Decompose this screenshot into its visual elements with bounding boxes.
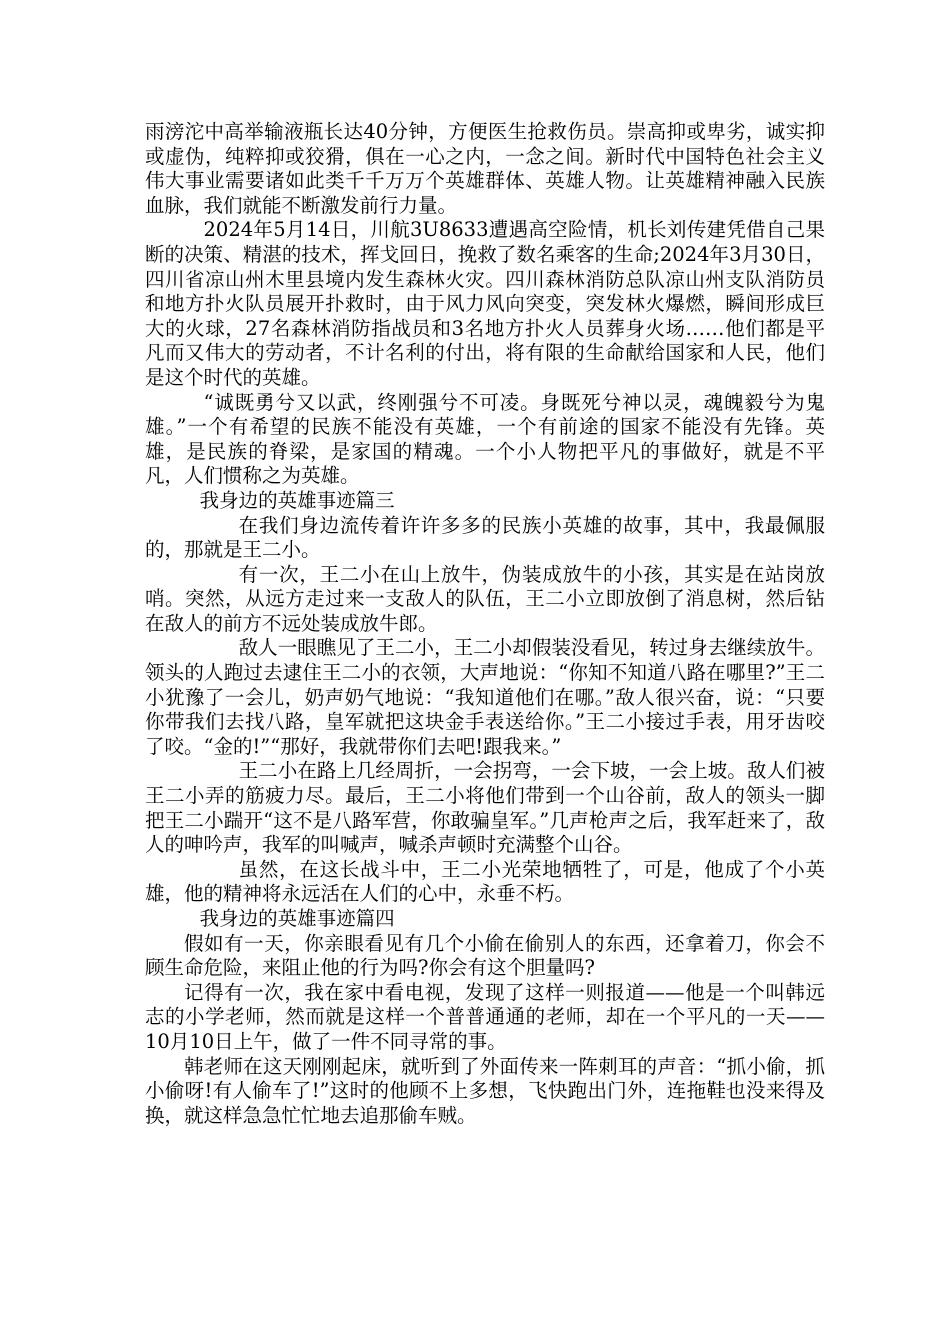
paragraph-han-yuanzhi-chase: 韩老师在这天刚刚起床，就听到了外面传来一阵刺耳的声音：“抓小偷，抓小偷呀!有人偷车了!”这时的他顾不上多想，飞快跑出门外，连拖鞋也没来得及换，就这样急急忙忙地去追那偷车贼。 <box>145 1054 825 1127</box>
paragraph-quote-heroes: “诚既勇兮又以武，终刚强兮不可凌。身既死兮神以灵，魂魄毅兮为鬼雄。”一个有希望的民族不能没有英雄，一个有前途的国家不能没有先锋。英雄，是民族的脊梁，是家国的精魂。一个小人物把平凡的事做好，就是不平凡，人们惯称之为英雄。 <box>145 390 825 488</box>
paragraph-pilot-and-firefighters: 2024年5月14日，川航3U8633遭遇高空险情，机长刘传建凭借自己果断的决策、精湛的技术，挥戈回日，挽救了数名乘客的生命;2024年3月30日，四川省凉山州木里县境内发生森林火灾。四川森林消防总队凉山州支队消防员和地方扑火队员展开扑救时，由于风力风向突变，突发林火爆燃，瞬间形成巨大的火球，27名森林消防指战员和3名地方扑火人员葬身火场……他们都是平凡而又伟大的劳动者，不计名利的付出，将有限的生命献给国家和人民，他们是这个时代的英雄。 <box>145 218 825 389</box>
paragraph-wang-erxiao-sentry: 有一次，王二小在山上放牛，伪装成放牛的小孩，其实是在站岗放哨。突然，从远方走过来一支敌人的队伍，王二小立即放倒了消息树，然后钻在敌人的前方不远处装成放牛郎。 <box>145 562 825 635</box>
paragraph-wang-erxiao-enemy: 敌人一眼瞧见了王二小，王二小却假装没看见，转过身去继续放牛。领头的人跑过去逮住王二小的衣领，大声地说：“你知不知道八路在哪里?”王二小犹豫了一会儿，奶声奶气地说：“我知道他们在哪。”敌人很兴奋，说：“只要你带我们去找八路，皇军就把这块金手表送给你。”王二小接过手表，用牙齿咬了咬。“金的!”“那好，我就带你们去吧!跟我来。” <box>145 636 825 758</box>
paragraph-wang-erxiao-intro: 在我们身边流传着许许多多的民族小英雄的故事，其中，我最佩服的，那就是王二小。 <box>145 513 825 562</box>
section-heading-part-four: 我身边的英雄事迹篇四 <box>199 907 395 930</box>
document-page <box>145 120 825 1128</box>
paragraph-continuation: 雨滂沱中高举输液瓶长达40分钟，方便医生抢救伤员。崇高抑或卑劣，诚实抑或虚伪，纯粹抑或狡猾，俱在一心之内，一念之间。新时代中国特色社会主义伟大事业需要诸如此类千千万万个英雄群体、英雄人物。让英雄精神融入民族血脉，我们就能不断激发前行力量。 <box>145 120 825 217</box>
paragraph-thief-question: 假如有一天，你亲眼看见有几个小偷在偷别人的东西，还拿着刀，你会不顾生命危险，来阻止他的行为吗?你会有这个胆量吗? <box>145 931 825 980</box>
paragraph-han-yuanzhi-report: 记得有一次，我在家中看电视，发现了这样一则报道——他是一个叫韩远志的小学老师，然而就是这样一个普普通通的老师，却在一个平凡的一天——10月10日上午，做了一件不同寻常的事。 <box>145 980 825 1053</box>
paragraph-wang-erxiao-sacrifice: 虽然，在这长战斗中，王二小光荣地牺牲了，可是，他成了个小英雄，他的精神将永远活在人们的心中，永垂不朽。 <box>145 857 825 906</box>
section-heading-part-three: 我身边的英雄事迹篇三 <box>199 488 395 512</box>
paragraph-wang-erxiao-valley: 王二小在路上几经周折，一会拐弯，一会下坡，一会上坡。敌人们被王二小弄的筋疲力尽。最后，王二小将他们带到一个山谷前，敌人的领头一脚把王二小踹开“这不是八路军营，你敢骗皇军。”几声枪声之后，我军赶来了，敌人的呻吟声，我军的叫喊声，喊杀声顿时充满整个山谷。 <box>145 759 825 857</box>
